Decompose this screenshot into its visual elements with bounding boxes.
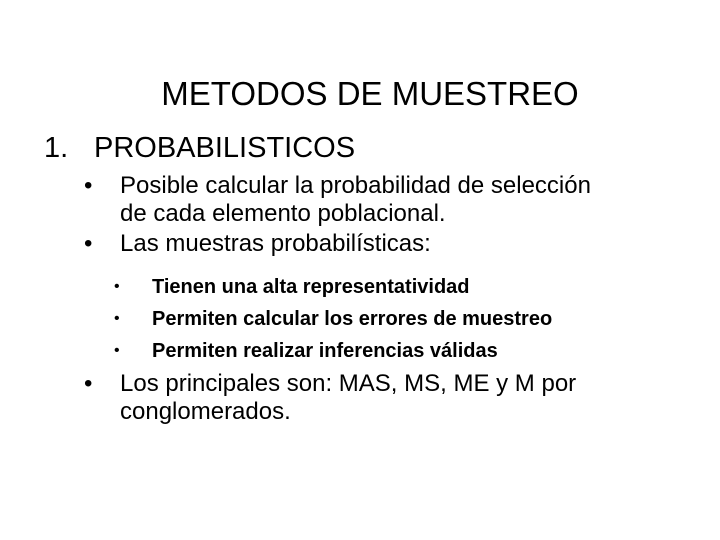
sub-bullet-text: Tienen una alta representatividad <box>152 276 470 298</box>
bullet-dot: • <box>114 310 120 327</box>
bullet-text <box>120 370 576 426</box>
slide-title: METODOS DE MUESTREO <box>161 75 579 112</box>
bullet-line: conglomerados. <box>120 398 291 425</box>
bullet-dot: • <box>84 172 93 199</box>
bullet-dot: • <box>84 370 93 397</box>
bullet-dot: • <box>114 278 120 295</box>
bullet-line: de cada elemento poblacional. <box>120 200 446 227</box>
sub-bullet-text: Permiten calcular los errores de muestreo <box>152 308 553 330</box>
bullet-text <box>120 230 431 258</box>
bullet-line: Los principales son: MAS, MS, ME y M por <box>120 370 577 397</box>
bullet-dot: • <box>84 230 93 257</box>
sub-bullet-text: Permiten realizar inferencias válidas <box>152 340 498 362</box>
bullet-dot: • <box>114 342 120 359</box>
section-label: PROBABILISTICOS <box>94 132 356 164</box>
section-heading <box>44 130 355 166</box>
bullet-line: Posible calcular la probabilidad de selección <box>120 172 591 199</box>
bullet-text <box>120 172 591 228</box>
section-number: 1. <box>44 132 69 164</box>
bullet-line: Las muestras probabilísticas: <box>120 230 431 257</box>
